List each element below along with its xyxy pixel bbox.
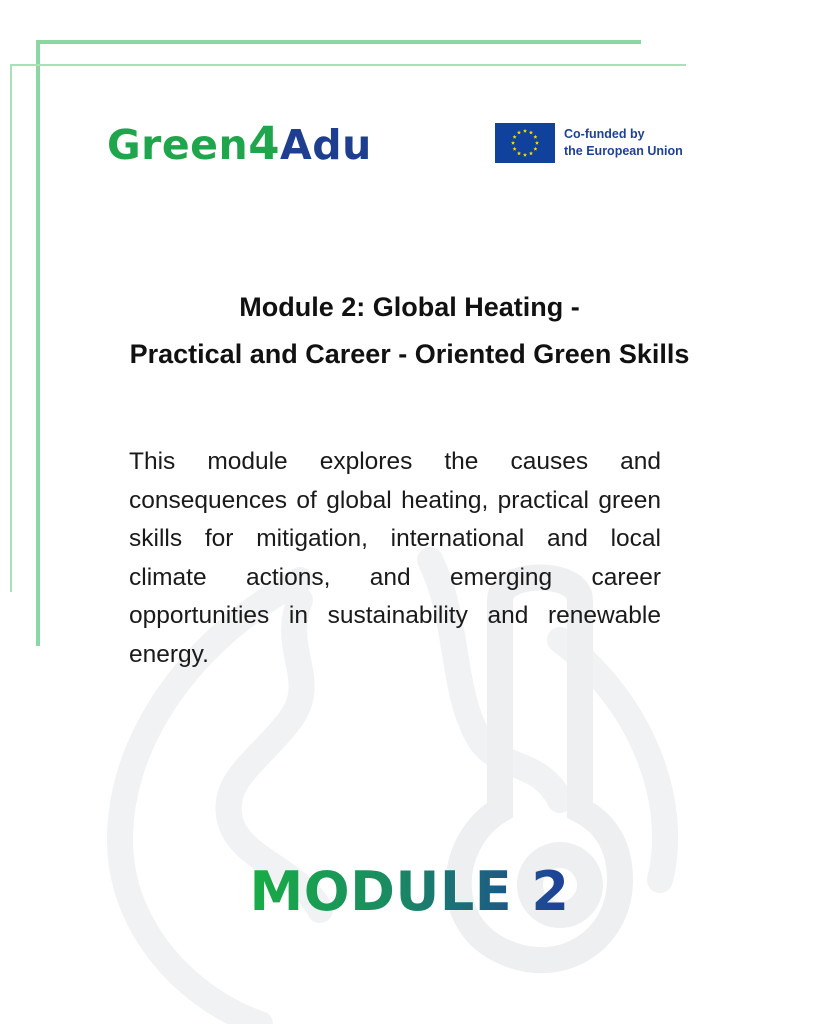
eu-star bbox=[523, 153, 527, 157]
eu-cofunded-text bbox=[564, 126, 683, 160]
green4adu-logo bbox=[107, 112, 372, 177]
page-title bbox=[0, 284, 819, 378]
eu-star bbox=[517, 151, 521, 155]
eu-flag-icon bbox=[495, 123, 555, 163]
title-line-2: Practical and Career - Oriented Green Skills bbox=[129, 339, 690, 369]
logo-text-adu: Adu bbox=[280, 121, 372, 169]
eu-star bbox=[517, 130, 521, 134]
logo-text-4: 4 bbox=[248, 117, 280, 170]
eu-text-line-1: Co-funded by bbox=[564, 127, 645, 141]
title-line-1: Module 2: Global Heating - bbox=[239, 292, 580, 322]
eu-star bbox=[529, 130, 533, 134]
eu-star bbox=[513, 135, 517, 139]
eu-star bbox=[535, 141, 539, 145]
eu-star bbox=[511, 141, 515, 145]
module-label-text: MODULE 2 bbox=[249, 860, 570, 923]
eu-star bbox=[529, 151, 533, 155]
module-description: This module explores the causes and consequences of global heating, practical green skills for mitigation, international and local climate actions, and emerging career opportunities in sustainability and renewable energy. bbox=[129, 448, 661, 668]
eu-text-line-2: the European Union bbox=[564, 144, 683, 158]
eu-star bbox=[513, 147, 517, 151]
module-label bbox=[0, 852, 819, 932]
eu-star bbox=[533, 135, 537, 139]
eu-star bbox=[523, 129, 527, 133]
logo-text-green: Green bbox=[107, 121, 249, 169]
eu-star bbox=[533, 147, 537, 151]
